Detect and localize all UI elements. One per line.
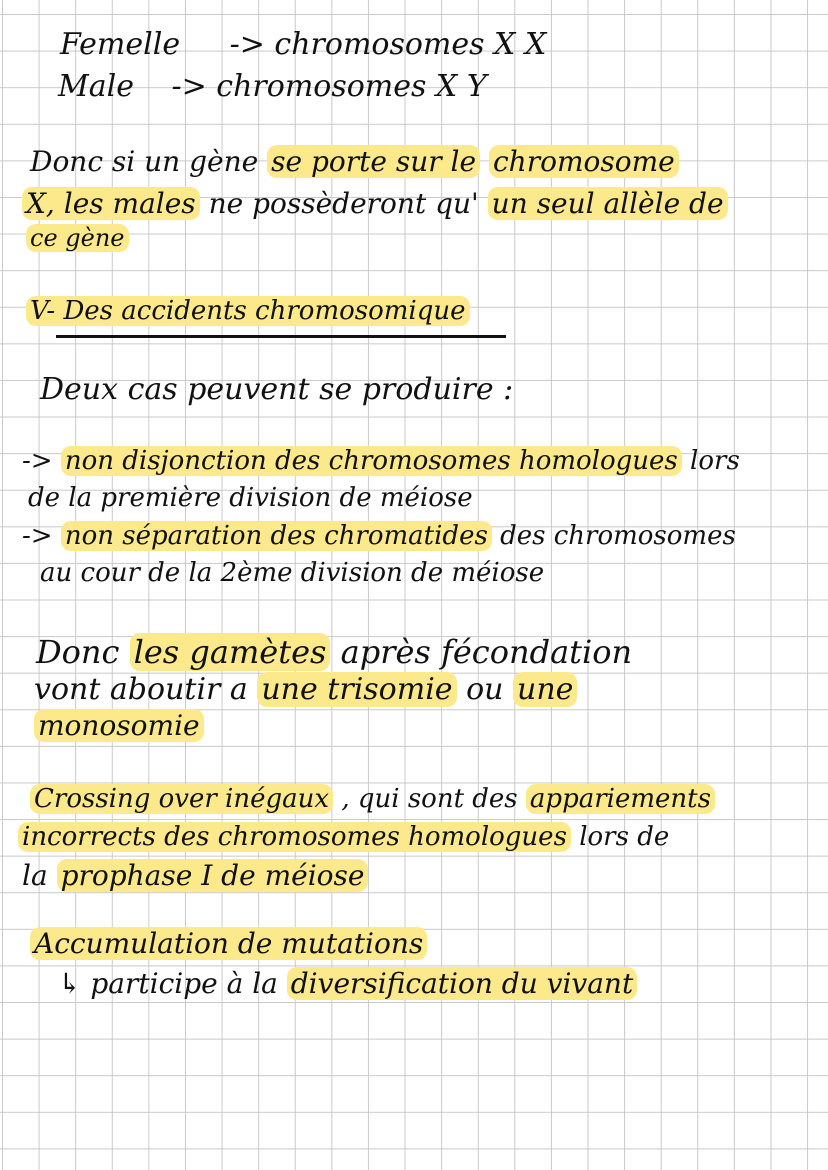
heading-underline — [56, 335, 506, 338]
note-text: lors de — [579, 822, 670, 852]
note-text: des chromosomes — [500, 521, 736, 551]
highlighted-text: les gamètes — [130, 633, 331, 671]
highlighted-text: une — [513, 672, 577, 707]
note-text: , qui sont des — [341, 784, 526, 814]
note-line-femelle — [60, 27, 547, 62]
note-text: Femelle — [60, 27, 181, 62]
note-line-incorrects — [18, 824, 669, 850]
highlighted-text: Crossing over inégaux — [30, 784, 333, 814]
note-line-deuxieme-division — [40, 560, 544, 586]
arrow-icon: -> — [22, 521, 61, 551]
note-line-gene-x — [30, 145, 679, 178]
note-line-non-separation — [22, 523, 736, 549]
highlighted-text: non disjonction des chromosomes homologues — [61, 446, 682, 476]
highlighted-text: monosomie — [34, 709, 204, 742]
note-text: lors — [690, 446, 740, 476]
arrow-icon: -> — [22, 446, 61, 476]
note-text: Deux cas peuvent se produire : — [40, 372, 514, 407]
note-text: ne possèderont qu' — [208, 187, 479, 220]
note-text: -> chromosomes X X — [229, 27, 547, 62]
highlighted-text: chromosome — [489, 145, 679, 178]
note-text: la — [22, 859, 57, 892]
heading-text: V- Des accidents chromosomique — [26, 296, 470, 326]
highlighted-text: appariements — [526, 784, 715, 814]
note-line-ce-gene — [26, 226, 129, 250]
note-text: -> chromosomes X Y — [171, 69, 487, 104]
note-text: de la première division de méiose — [28, 483, 473, 513]
highlighted-text: Accumulation de mutations — [30, 927, 427, 960]
note-text: ↳ participe à la — [58, 967, 287, 1000]
note-line-monosomie — [34, 709, 204, 742]
highlighted-text: non séparation des chromatides — [61, 521, 492, 551]
note-line-prophase — [22, 859, 368, 892]
note-line-premiere-division — [28, 485, 473, 511]
note-line-male — [58, 69, 487, 104]
note-line-accumulation — [30, 927, 427, 960]
highlighted-text: diversification du vivant — [287, 967, 637, 1000]
highlighted-text: X, les males — [22, 187, 200, 220]
note-text: après fécondation — [340, 633, 633, 671]
note-text: Male — [58, 69, 134, 104]
note-text: ou — [466, 672, 514, 707]
note-text: Donc si un gène — [30, 145, 259, 178]
highlighted-text: un seul allèle de — [488, 187, 728, 220]
note-line-trisomie — [34, 672, 577, 707]
note-line-gametes — [36, 633, 633, 671]
highlighted-text: ce gène — [26, 224, 129, 252]
note-line-crossing-over — [30, 786, 715, 812]
note-text: au cour de la 2ème division de méiose — [40, 558, 545, 588]
note-text: vont aboutir a — [34, 672, 258, 707]
note-line-non-disjonction — [22, 448, 740, 474]
note-line-deux-cas — [40, 372, 514, 407]
note-line-males-allele — [22, 187, 728, 220]
note-line-diversification — [58, 967, 637, 1000]
note-text: Donc — [36, 633, 130, 671]
highlighted-text: incorrects des chromosomes homologues — [18, 822, 571, 852]
highlighted-text: prophase I de méiose — [57, 859, 369, 892]
highlighted-text: une trisomie — [257, 672, 456, 707]
highlighted-text: se porte sur le — [267, 145, 480, 178]
section-heading — [26, 298, 470, 324]
